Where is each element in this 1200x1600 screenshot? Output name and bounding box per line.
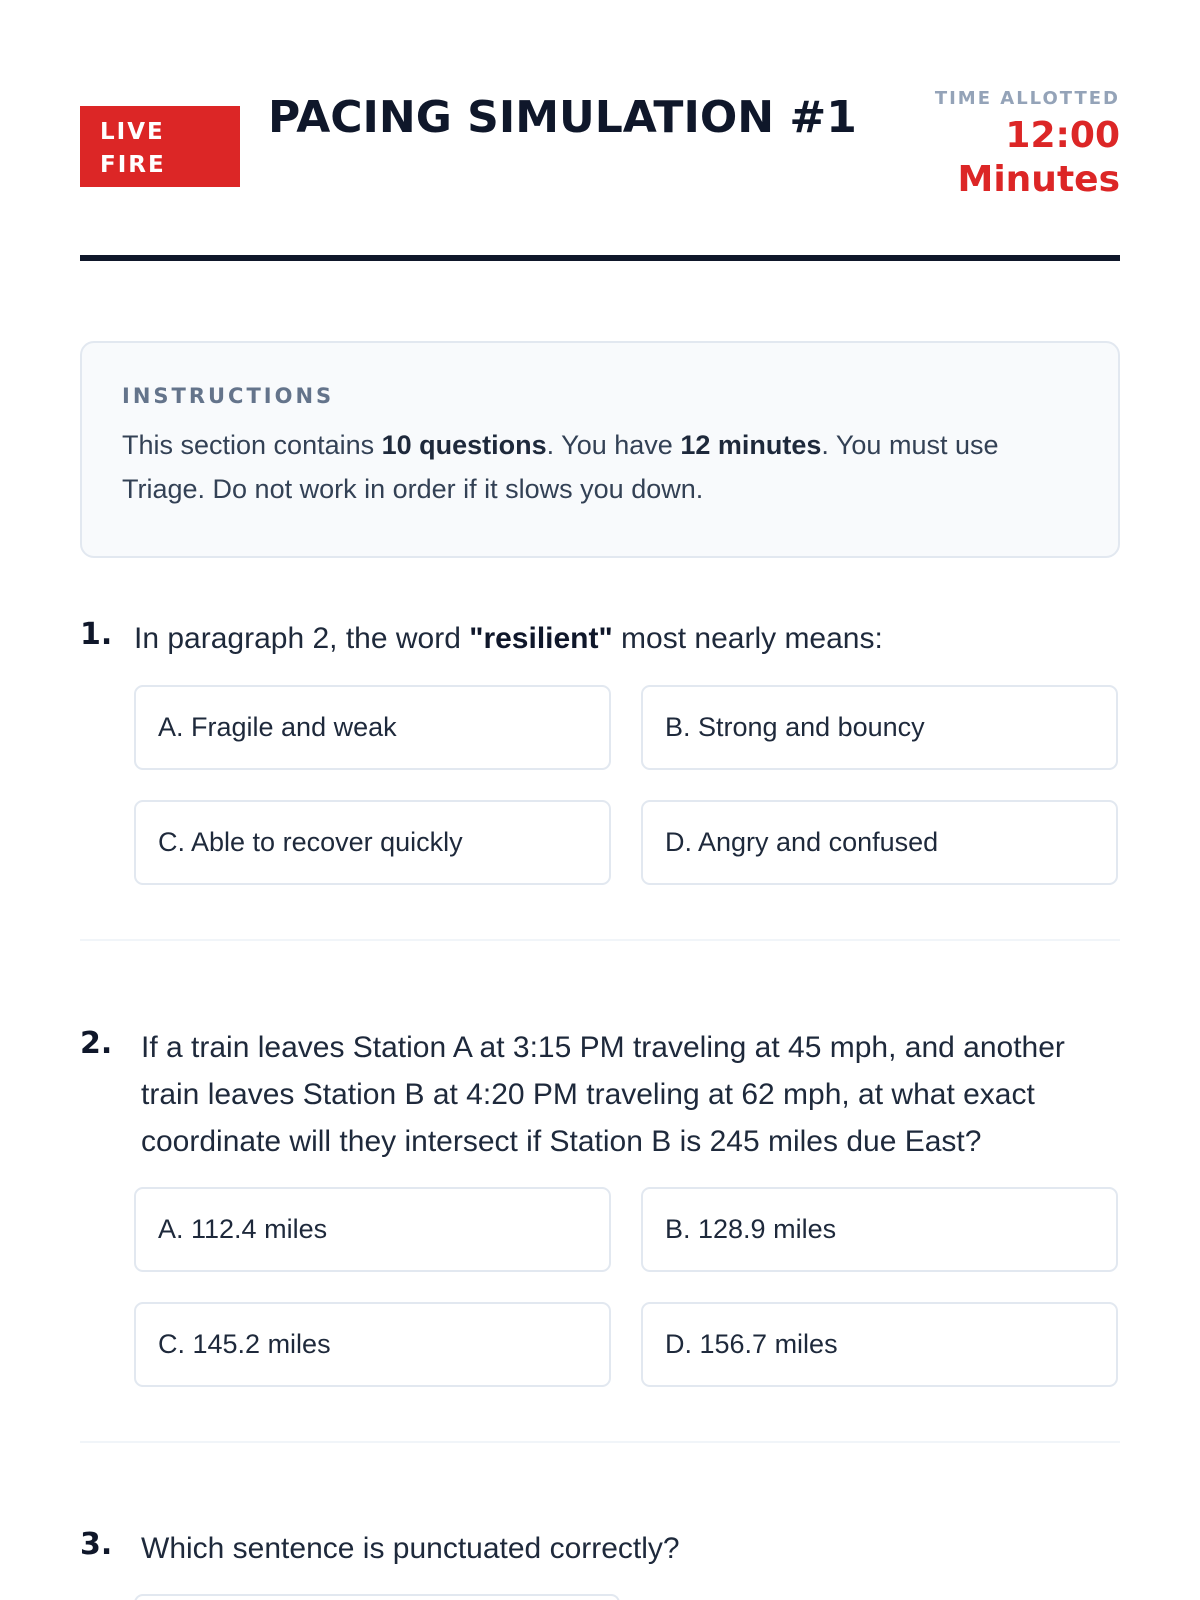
question-divider [80,1441,1120,1443]
answer-options [134,685,1120,885]
answer-option-a[interactable]: A. 112.4 miles [134,1187,611,1272]
answer-option-b[interactable]: B. Strong and bouncy [641,685,1118,770]
answer-option-a[interactable]: A. Fragile and weak [134,685,611,770]
instructions-box [80,341,1120,558]
question-text: Which sentence is punctuated correctly? [141,1532,680,1565]
question-1 [80,615,1120,857]
question-number: 2. [80,1026,113,1061]
time-label: TIME ALLOTTED [934,88,1120,109]
instructions-heading: INSTRUCTIONS [122,384,335,408]
question-3 [80,1525,1120,1572]
badge-line-2: FIRE [100,152,166,178]
instr-text-part: . You must use Triage. Do not work in order if it slows you down. [122,430,999,504]
question-text-part: most nearly means: [612,622,883,655]
instr-text-part: . You have [546,430,681,460]
instr-text-part: This section contains [122,430,382,460]
badge-line-1: LIVE [100,119,165,145]
page-header [80,88,1120,208]
page-title: PACING SIMULATION #1 [268,92,857,143]
question-number: 3. [80,1527,113,1562]
answer-option-d[interactable]: D. Angry and confused [641,800,1118,885]
answer-option-b[interactable]: B. 128.9 miles [641,1187,1118,1272]
question-text: If a train leaves Station A at 3:15 PM traveling at 45 mph, and another train leaves Station B at 4:20 PM traveling at 62 mph, at what exact coordinate will they intersect if Station B is 245 miles due East? [141,1031,1065,1158]
instructions-text [122,423,1078,511]
answer-option-a[interactable] [134,1594,620,1600]
answer-option-d[interactable]: D. 156.7 miles [641,1302,1118,1387]
answer-options [134,1187,1120,1387]
question-2 [80,1024,1120,1359]
time-value: 12:00 [1005,115,1120,156]
instr-minutes: 12 minutes [680,430,822,460]
question-divider [80,939,1120,941]
question-text-part: In paragraph 2, the word [134,622,470,655]
answer-option-c[interactable]: C. Able to recover quickly [134,800,611,885]
answer-option-c[interactable]: C. 145.2 miles [134,1302,611,1387]
instr-questions-count: 10 questions [381,430,547,460]
question-keyword: "resilient" [469,622,613,655]
header-rule [80,255,1120,261]
question-number: 1. [80,617,113,652]
time-allotted [935,88,1120,202]
live-fire-badge [80,106,240,187]
question-text [80,615,1120,662]
time-unit: Minutes [957,159,1120,200]
